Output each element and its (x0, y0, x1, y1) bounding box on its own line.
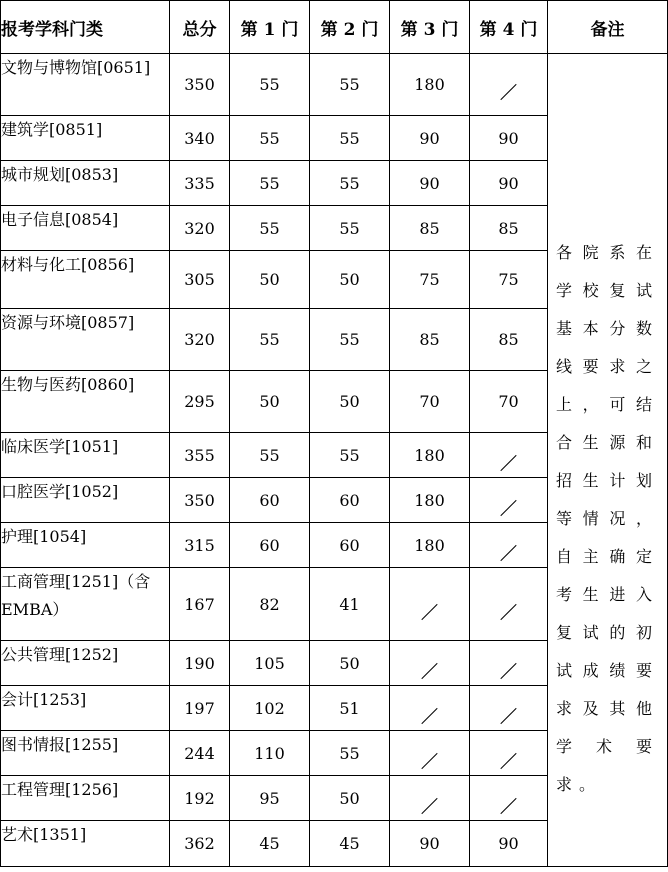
table-body (1, 54, 668, 867)
subject-cell: 公共管理[1252] (1, 641, 170, 686)
score-cell-s3 (390, 776, 470, 821)
remark-cell (548, 54, 668, 867)
score-cell-s1: 50 (230, 251, 310, 309)
score-cell-s1: 82 (230, 568, 310, 641)
subject-cell: 资源与环境[0857] (1, 309, 170, 371)
score-cell-s4 (470, 478, 548, 523)
total-score-cell: 244 (170, 731, 230, 776)
subject-cell: 城市规划[0853] (1, 161, 170, 206)
not-applicable-mark (500, 454, 518, 472)
score-cell-s3: 180 (390, 523, 470, 568)
not-applicable-mark (500, 603, 518, 621)
not-applicable-mark (500, 707, 518, 725)
score-cell-s4: 90 (470, 821, 548, 867)
not-applicable-mark (500, 752, 518, 770)
score-cell-s1: 55 (230, 206, 310, 251)
total-score-cell: 197 (170, 686, 230, 731)
score-cell-s3: 180 (390, 54, 470, 116)
score-cell-s4 (470, 433, 548, 478)
total-score-cell: 320 (170, 206, 230, 251)
score-cell-s3 (390, 568, 470, 641)
subject-cell: 生物与医药[0860] (1, 371, 170, 433)
score-cell-s2: 50 (310, 776, 390, 821)
score-cell-s2: 45 (310, 821, 390, 867)
subject-cell: 工程管理[1256] (1, 776, 170, 821)
score-cell-s4: 85 (470, 206, 548, 251)
not-applicable-mark (500, 499, 518, 517)
score-cell-s1: 55 (230, 116, 310, 161)
score-cell-s3 (390, 731, 470, 776)
score-cell-s2: 50 (310, 371, 390, 433)
not-applicable-mark (421, 662, 439, 680)
total-score-cell: 320 (170, 309, 230, 371)
score-cell-s2: 55 (310, 54, 390, 116)
total-score-cell: 190 (170, 641, 230, 686)
total-score-cell: 362 (170, 821, 230, 867)
score-cell-s1: 50 (230, 371, 310, 433)
score-cell-s4 (470, 686, 548, 731)
score-cell-s2: 60 (310, 478, 390, 523)
table-row (1, 54, 668, 116)
header-subject-4: 第 4 门 (470, 1, 548, 54)
score-cell-s1: 55 (230, 54, 310, 116)
score-cell-s4: 85 (470, 309, 548, 371)
total-score-cell: 192 (170, 776, 230, 821)
subject-cell: 文物与博物馆[0651] (1, 54, 170, 116)
total-score-cell: 305 (170, 251, 230, 309)
score-cell-s4 (470, 54, 548, 116)
score-cell-s4 (470, 568, 548, 641)
score-cell-s4 (470, 776, 548, 821)
not-applicable-mark (500, 662, 518, 680)
score-cell-s3: 75 (390, 251, 470, 309)
total-score-cell: 340 (170, 116, 230, 161)
score-cell-s4 (470, 731, 548, 776)
subject-cell: 建筑学[0851] (1, 116, 170, 161)
score-cell-s1: 55 (230, 309, 310, 371)
not-applicable-mark (500, 83, 518, 101)
not-applicable-mark (421, 797, 439, 815)
subject-cell: 材料与化工[0856] (1, 251, 170, 309)
score-cell-s3: 90 (390, 161, 470, 206)
score-cell-s2: 50 (310, 641, 390, 686)
score-cell-s4 (470, 641, 548, 686)
header-subject-3: 第 3 门 (390, 1, 470, 54)
not-applicable-mark (500, 544, 518, 562)
header-subject-2: 第 2 门 (310, 1, 390, 54)
score-cell-s3: 70 (390, 371, 470, 433)
score-cell-s3: 180 (390, 433, 470, 478)
score-cell-s3: 90 (390, 116, 470, 161)
total-score-cell: 350 (170, 478, 230, 523)
score-cell-s4: 75 (470, 251, 548, 309)
score-cell-s3: 85 (390, 309, 470, 371)
score-cell-s3: 85 (390, 206, 470, 251)
score-cell-s1: 110 (230, 731, 310, 776)
not-applicable-mark (421, 707, 439, 725)
score-cell-s1: 45 (230, 821, 310, 867)
subject-cell: 临床医学[1051] (1, 433, 170, 478)
score-cell-s2: 41 (310, 568, 390, 641)
subject-cell: 口腔医学[1052] (1, 478, 170, 523)
score-cell-s2: 55 (310, 161, 390, 206)
score-cell-s2: 55 (310, 309, 390, 371)
score-cell-s3: 90 (390, 821, 470, 867)
subject-cell: 会计[1253] (1, 686, 170, 731)
score-cell-s2: 55 (310, 731, 390, 776)
score-cell-s2: 55 (310, 206, 390, 251)
total-score-cell: 167 (170, 568, 230, 641)
score-cell-s2: 55 (310, 433, 390, 478)
score-cell-s3 (390, 641, 470, 686)
score-cell-s1: 60 (230, 523, 310, 568)
subject-cell: 工商管理[1251]（含 EMBA） (1, 568, 170, 641)
score-cell-s3 (390, 686, 470, 731)
total-score-cell: 350 (170, 54, 230, 116)
header-remark: 备注 (548, 1, 668, 54)
score-cell-s1: 55 (230, 161, 310, 206)
total-score-cell: 315 (170, 523, 230, 568)
subject-cell: 图书情报[1255] (1, 731, 170, 776)
score-cell-s4: 70 (470, 371, 548, 433)
header-total: 总分 (170, 1, 230, 54)
subject-cell: 艺术[1351] (1, 821, 170, 867)
score-cell-s1: 95 (230, 776, 310, 821)
remark-text: 各院系在学校复试基本分数线要求之上，可结合生源和招生计划等情况，自主确定考生进入复试的初试成绩要求及其他学术要求。 (556, 243, 659, 794)
not-applicable-mark (500, 797, 518, 815)
not-applicable-mark (421, 603, 439, 621)
score-cell-s3: 180 (390, 478, 470, 523)
score-cell-s2: 60 (310, 523, 390, 568)
score-cell-s4: 90 (470, 116, 548, 161)
total-score-cell: 295 (170, 371, 230, 433)
score-cell-s2: 55 (310, 116, 390, 161)
total-score-cell: 355 (170, 433, 230, 478)
score-cell-s1: 55 (230, 433, 310, 478)
score-cell-s2: 50 (310, 251, 390, 309)
score-cell-s2: 51 (310, 686, 390, 731)
header-subject-1: 第 1 门 (230, 1, 310, 54)
subject-cell: 护理[1054] (1, 523, 170, 568)
score-cell-s1: 60 (230, 478, 310, 523)
score-cell-s4 (470, 523, 548, 568)
score-cell-s1: 102 (230, 686, 310, 731)
score-cell-s4: 90 (470, 161, 548, 206)
header-row (1, 1, 668, 54)
not-applicable-mark (421, 752, 439, 770)
total-score-cell: 335 (170, 161, 230, 206)
score-cell-s1: 105 (230, 641, 310, 686)
header-subject: 报考学科门类 (1, 1, 170, 54)
subject-cell: 电子信息[0854] (1, 206, 170, 251)
